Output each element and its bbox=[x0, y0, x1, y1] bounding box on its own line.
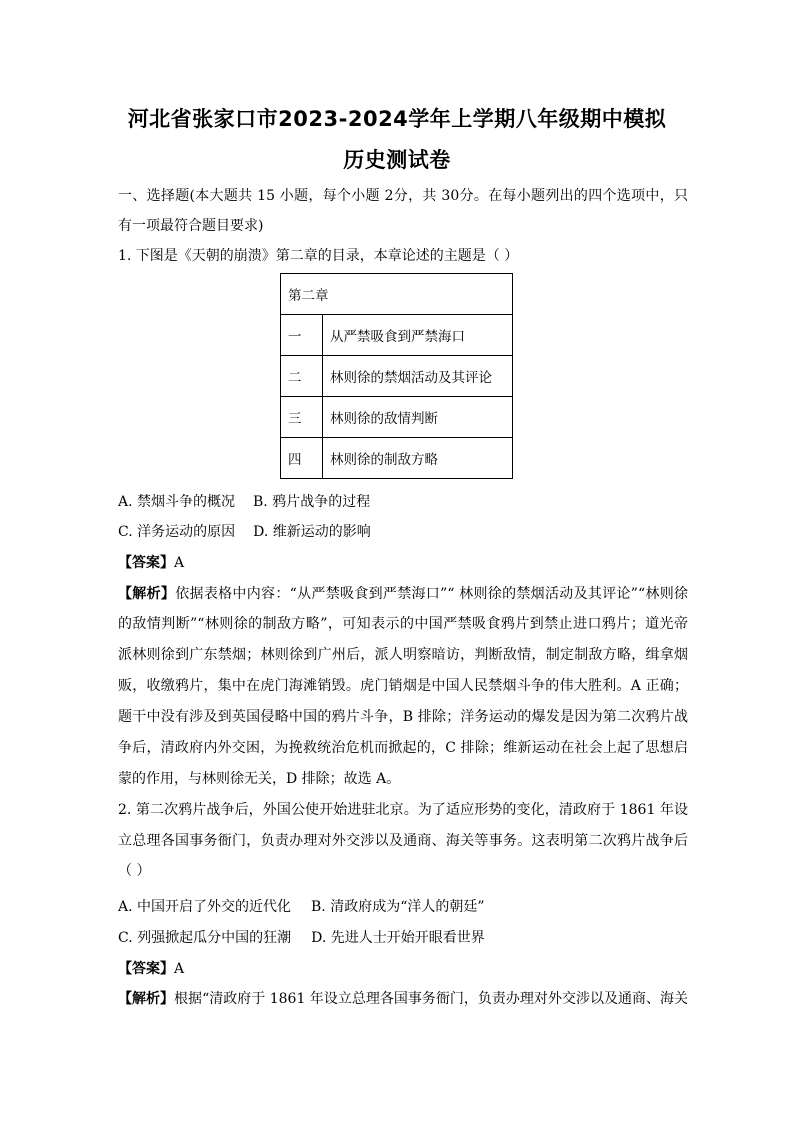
q1-analysis-line: 蒙的作用，与林则徐无关，D 排除；故选 A。 bbox=[118, 771, 401, 787]
q2-analysis-line bbox=[118, 989, 688, 1009]
q1-stem: 1. 下图是《天朝的崩溃》第二章的目录，本章论述的主题是（ ） bbox=[118, 248, 519, 264]
toc-row-number: 一 bbox=[281, 315, 323, 356]
analysis-text: 依据表格中内容：“从严禁吸食到严禁海口”“ 林则徐的禁烟活动及其评论”“林则徐 bbox=[175, 586, 688, 602]
q1-options-row2 bbox=[118, 522, 688, 542]
toc-row-text: 林则徐的禁烟活动及其评论 bbox=[323, 356, 513, 397]
answer-label: 【答案】 bbox=[118, 961, 174, 977]
toc-row bbox=[281, 438, 513, 479]
answer-value: A bbox=[174, 961, 185, 977]
q1-analysis-line: 的敌情判断”“林则徐的制敌方略”，可知表示的中国严禁吸食鸦片到禁止进口鸦片；道光帝 bbox=[118, 616, 688, 632]
toc-row bbox=[281, 356, 513, 397]
q1-option-a: A. 禁烟斗争的概况 bbox=[118, 494, 236, 510]
q2-option-d: D. 先进人士开始开眼看世界 bbox=[311, 930, 485, 946]
analysis-label: 【解析】 bbox=[118, 991, 175, 1007]
toc-row-text: 林则徐的制敌方略 bbox=[323, 438, 513, 479]
q1-analysis-line bbox=[118, 584, 688, 604]
q2-options-row1 bbox=[118, 897, 688, 917]
chapter-toc-table bbox=[280, 273, 513, 479]
toc-row-number: 二 bbox=[281, 356, 323, 397]
analysis-text: 根据“清政府于 1861 年设立总理各国事务衙门，负责办理对外交涉以及通商、海关 bbox=[174, 991, 688, 1007]
q1-analysis-line: 题干中没有涉及到英国侵略中国的鸦片斗争，B 排除；洋务运动的爆发是因为第二次鸦片战 bbox=[118, 709, 688, 725]
toc-row bbox=[281, 315, 513, 356]
analysis-label: 【解析】 bbox=[118, 586, 176, 602]
section-heading-line2: 有一项最符合题目要求) bbox=[118, 218, 264, 234]
toc-row-number: 四 bbox=[281, 438, 323, 479]
q1-options-row1 bbox=[118, 492, 688, 512]
page-title-line1: 河北省张家口市2023-2024学年上学期八年级期中模拟 bbox=[127, 107, 667, 131]
q1-analysis-line: 贩，收缴鸦片，集中在虎门海滩销毁。虎门销烟是中国人民禁烟斗争的伟大胜利。A 正确； bbox=[118, 678, 688, 694]
toc-row-text: 从严禁吸食到严禁海口 bbox=[323, 315, 513, 356]
q2-option-a: A. 中国开启了外交的近代化 bbox=[118, 899, 292, 915]
answer-value: A bbox=[174, 555, 185, 571]
q1-analysis-line: 派林则徐到广东禁烟；林则徐到广州后，派人明察暗访，判断敌情，制定制敌方略，缉拿烟 bbox=[118, 647, 688, 663]
q1-option-d: D. 维新运动的影响 bbox=[253, 524, 371, 540]
q1-answer bbox=[118, 553, 688, 573]
q2-stem-line: （ ） bbox=[118, 863, 151, 879]
toc-row-number: 三 bbox=[281, 397, 323, 438]
q2-stem-line: 立总理各国事务衙门，负责办理对外交涉以及通商、海关等事务。这表明第二次鸦片战争后 bbox=[118, 833, 688, 849]
q2-option-b: B. 清政府成为“洋人的朝廷” bbox=[311, 899, 485, 915]
q2-stem-line: 2. 第二次鸦片战争后，外国公使开始进驻北京。为了适应形势的变化，清政府于 1861 年设 bbox=[118, 802, 688, 818]
q1-analysis-line: 争后，清政府内外交困，为挽救统治危机而掀起的，C 排除；维新运动在社会上起了思想启 bbox=[118, 740, 688, 756]
q1-option-b: B. 鸦片战争的过程 bbox=[253, 494, 371, 510]
toc-header: 第二章 bbox=[281, 274, 513, 315]
toc-row bbox=[281, 397, 513, 438]
q2-option-c: C. 列强掀起瓜分中国的狂潮 bbox=[118, 930, 292, 946]
q1-option-c: C. 洋务运动的原因 bbox=[118, 524, 236, 540]
section-heading-line1: 一、选择题(本大题共 15 小题，每个小题 2分，共 30分。在每小题列出的四个选项中，只 bbox=[118, 188, 688, 204]
q2-answer bbox=[118, 959, 688, 979]
answer-label: 【答案】 bbox=[118, 555, 174, 571]
q2-options-row2 bbox=[118, 928, 688, 948]
page-title-line2: 历史测试卷 bbox=[343, 148, 451, 172]
toc-row-text: 林则徐的敌情判断 bbox=[323, 397, 513, 438]
toc-header-row bbox=[281, 274, 513, 315]
